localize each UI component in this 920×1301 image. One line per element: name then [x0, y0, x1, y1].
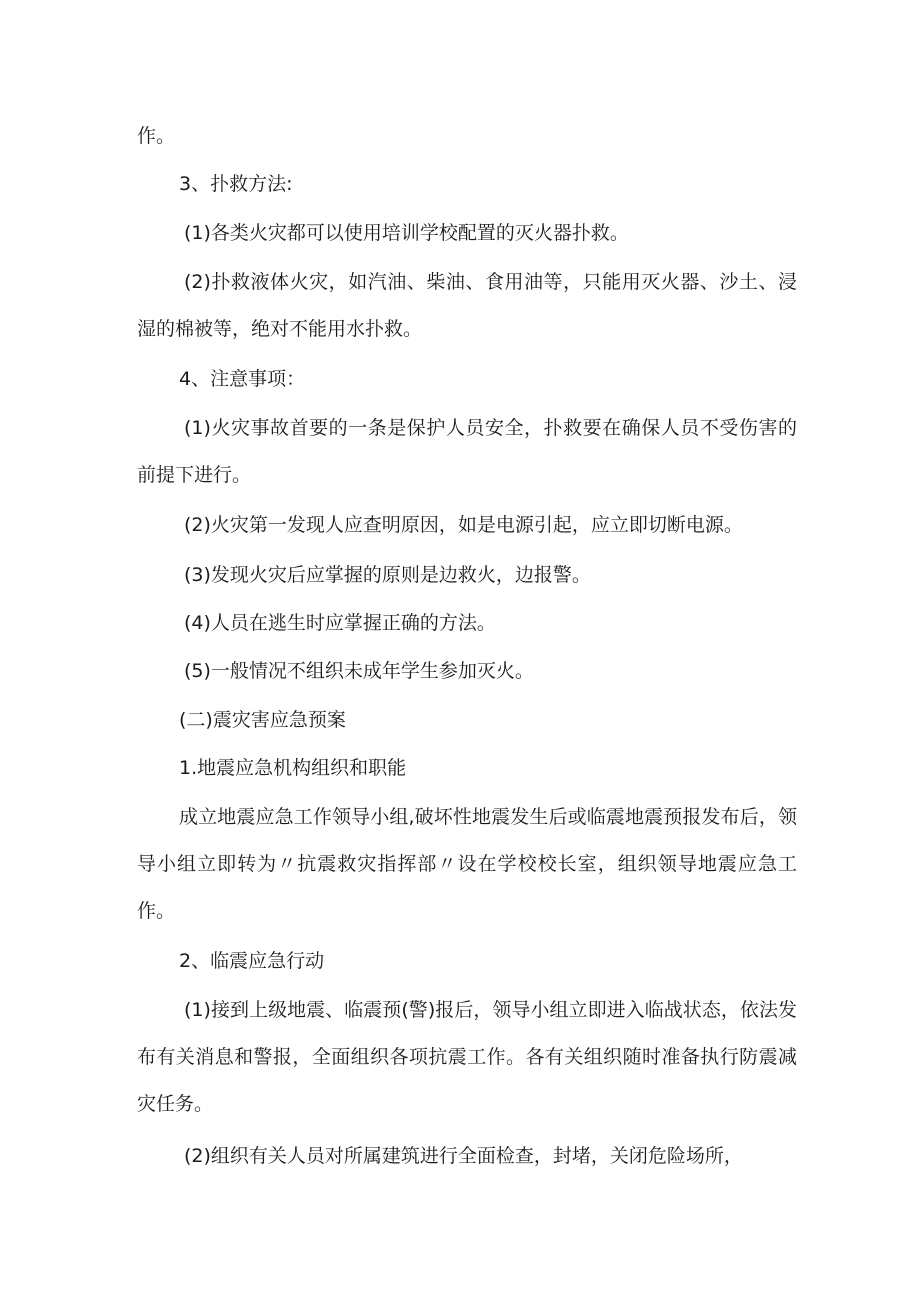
list-item-precaution-1: (1)火灾事故首要的一条是保护人员安全，扑救要在确保人员不受伤害的前提下进行。 — [137, 417, 797, 486]
list-item-precaution-5: (5)一般情况不组织未成年学生参加灭火。 — [184, 660, 534, 682]
list-item-rescue-2: (2)扑救液体火灾，如汽油、柴油、食用油等，只能用灭火器、沙土、浸湿的棉被等，绝对不能用水扑救。 — [137, 271, 797, 340]
list-item-action-2: (2)组织有关人员对所属建筑进行全面检查，封堵，关闭危险场所， — [184, 1145, 743, 1167]
heading-pre-earthquake-action: 2、临震应急行动 — [179, 950, 325, 972]
list-item-rescue-1: (1)各类火灾都可以使用培训学校配置的灭火器扑救。 — [184, 222, 629, 244]
list-item-precaution-3: (3)发现火灾后应掌握的原则是边救火，边报警。 — [184, 564, 591, 586]
heading-rescue-methods: 3、扑救方法: — [179, 173, 293, 195]
section-heading-earthquake: (二)震灾害应急预案 — [179, 709, 346, 731]
list-item-precaution-4: (4)人员在逃生时应掌握正确的方法。 — [184, 612, 496, 634]
heading-precautions: 4、注意事项： — [179, 368, 306, 390]
paragraph-leadership-group: 成立地震应急工作领导小组,破坏性地震发生后或临震地震预报发布后，领导小组立即转为〃抗震救灾指挥部〃设在学校校长室，组织领导地震应急工作。 — [137, 806, 797, 922]
paragraph-continuation: 作。 — [137, 125, 176, 147]
heading-earthquake-organization: 1.地震应急机构组织和职能 — [179, 757, 407, 779]
list-item-precaution-2: (2)火灾第一发现人应查明原因，如是电源引起，应立即切断电源。 — [184, 514, 743, 536]
list-item-action-1: (1)接到上级地震、临震预(警)报后，领导小组立即进入临战状态，依法发布有关消息和警报，全面组织各项抗震工作。各有关组织随时准备执行防震减灾任务。 — [137, 999, 797, 1115]
